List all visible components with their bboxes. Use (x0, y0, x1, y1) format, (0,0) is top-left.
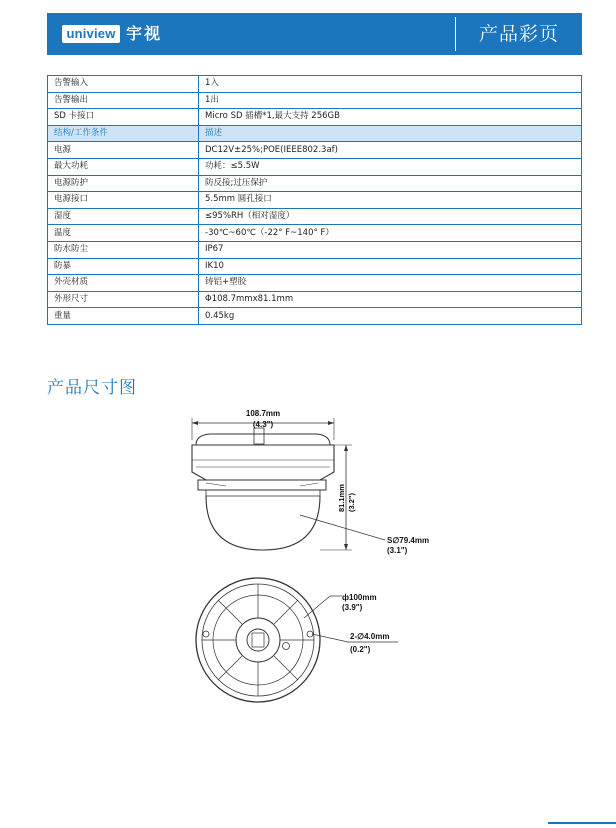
spec-label: 告警输出 (48, 92, 199, 109)
height-in-label: (3.2") (347, 493, 356, 512)
spec-value: Micro SD 插槽*1,最大支持 256GB (199, 109, 582, 126)
height-mm-label: 81.1mm (337, 484, 346, 512)
side-view (192, 418, 385, 550)
spec-value: 0.45kg (199, 308, 582, 325)
spec-value: Φ108.7mmx81.1mm (199, 291, 582, 308)
spec-value: 铸铝+塑胶 (199, 275, 582, 292)
spec-value: -30℃~60℃（-22° F~140° F） (199, 225, 582, 242)
spec-row (48, 92, 582, 109)
side-view-labels (246, 409, 429, 555)
spec-section-header-row (48, 125, 582, 142)
spec-label: 防水防尘 (48, 241, 199, 258)
spec-row (48, 175, 582, 192)
spec-value: DC12V±25%;POE(IEEE802.3af) (199, 142, 582, 159)
spec-row (48, 308, 582, 325)
width-in-label: (4.3") (252, 420, 274, 429)
sphere-mm-label: S∅79.4mm (387, 536, 430, 545)
spec-row (48, 241, 582, 258)
section-label: 产品彩页 (478, 23, 559, 45)
spec-value: 功耗：≤5.5W (199, 158, 582, 175)
spec-value: 防反接;过压保护 (199, 175, 582, 192)
footer-accent-line (548, 822, 616, 824)
spec-label: 重量 (48, 308, 199, 325)
base-mm-label: ф100mm (342, 593, 377, 602)
spec-row (48, 109, 582, 126)
spec-label: 温度 (48, 225, 199, 242)
spec-row (48, 225, 582, 242)
spec-label: 告警输入 (48, 76, 199, 93)
spec-label: 防暴 (48, 258, 199, 275)
brand-chinese-name: 宇视 (126, 24, 163, 43)
spec-label: 外形尺寸 (48, 291, 199, 308)
dimension-section-title: 产品尺寸图 (47, 378, 137, 398)
spec-label: 结构/工作条件 (48, 125, 199, 142)
spec-value: ≤95%RH（相对湿度） (199, 208, 582, 225)
spec-label: SD 卡接口 (48, 109, 199, 126)
bottom-view-labels (342, 593, 389, 654)
dimension-drawing (0, 400, 616, 720)
spec-row (48, 158, 582, 175)
spec-label: 最大功耗 (48, 158, 199, 175)
width-mm-label: 108.7mm (245, 409, 281, 418)
spec-value: 1入 (199, 76, 582, 93)
spec-row (48, 291, 582, 308)
spec-label: 电源 (48, 142, 199, 159)
spec-label: 电源防护 (48, 175, 199, 192)
spec-table (47, 75, 582, 325)
spec-row (48, 76, 582, 93)
uniview-logo: uniview (62, 25, 120, 43)
spec-value: 5.5mm 圆孔接口 (199, 192, 582, 209)
spec-value: IP67 (199, 241, 582, 258)
page-header (47, 13, 582, 55)
spec-value: 描述 (199, 125, 582, 142)
spec-value: IK10 (199, 258, 582, 275)
spec-label: 外壳材质 (48, 275, 199, 292)
sphere-in-label: (3.1") (387, 546, 408, 555)
spec-label: 电源接口 (48, 192, 199, 209)
hole-mm-label: 2-∅4.0mm (350, 632, 390, 641)
hole-in-label: (0.2") (350, 645, 371, 654)
spec-row (48, 208, 582, 225)
spec-row (48, 142, 582, 159)
spec-label: 湿度 (48, 208, 199, 225)
base-in-label: (3.9") (342, 603, 363, 612)
spec-row (48, 192, 582, 209)
spec-row (48, 275, 582, 292)
spec-row (48, 258, 582, 275)
spec-value: 1出 (199, 92, 582, 109)
